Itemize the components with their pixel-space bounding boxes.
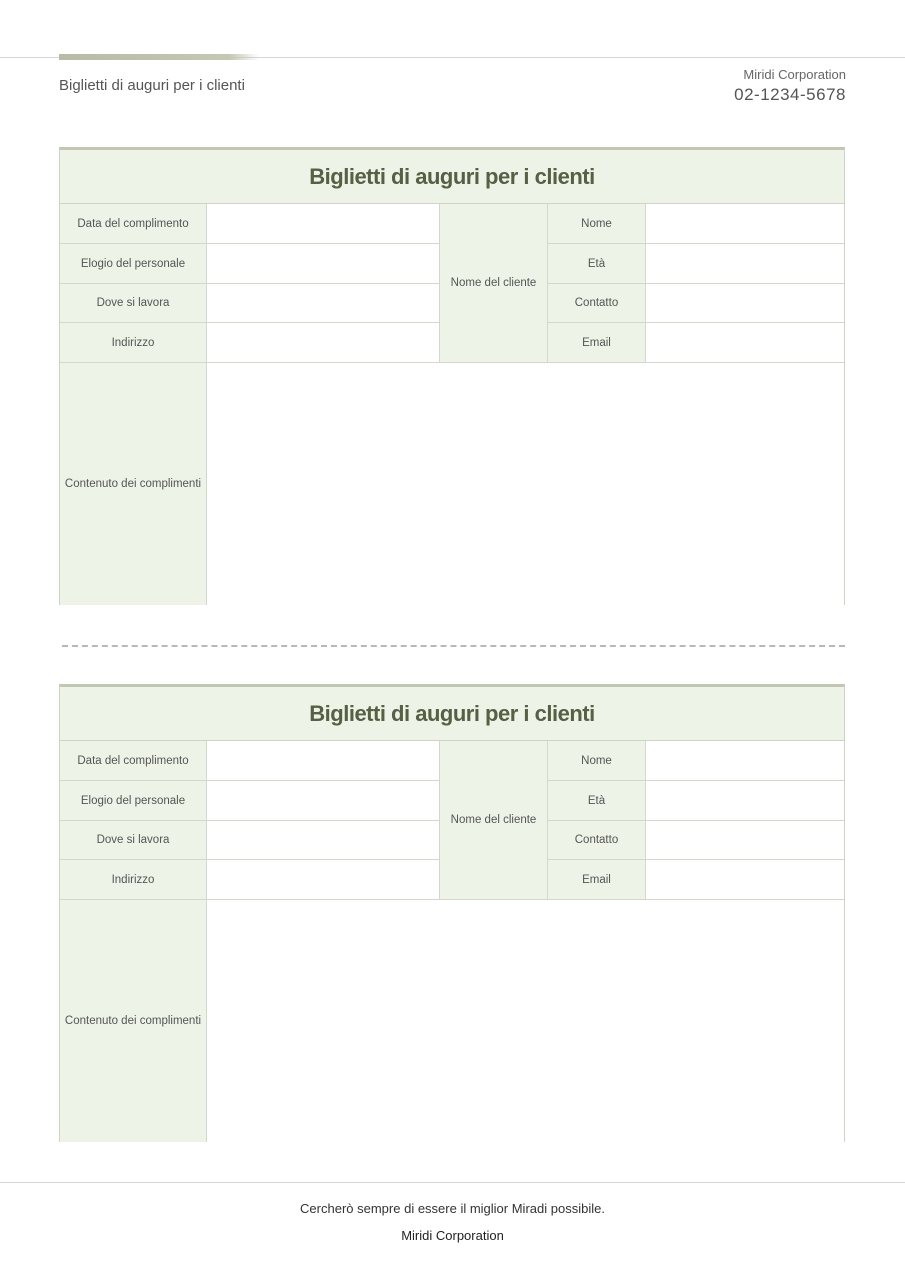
footer-slogan: Cercherò sempre di essere il miglior Miradi possibile. — [300, 1201, 605, 1216]
field-workplace[interactable] — [207, 284, 440, 323]
label-name: Nome — [548, 204, 646, 244]
field-contact[interactable] — [646, 821, 844, 860]
footer-divider — [0, 1182, 905, 1183]
label-address: Indirizzo — [60, 323, 207, 363]
label-compliment-content: Contenuto dei complimenti — [60, 363, 207, 605]
label-age: Età — [548, 244, 646, 284]
greeting-card-1 — [59, 147, 845, 605]
field-contact[interactable] — [646, 284, 844, 323]
field-staff-praise[interactable] — [207, 244, 440, 284]
label-age: Età — [548, 781, 646, 821]
label-compliment-date: Data del complimento — [60, 741, 207, 781]
greeting-card-2 — [59, 684, 845, 1142]
card-title: Biglietti di auguri per i clienti — [60, 687, 844, 741]
label-compliment-content: Contenuto dei complimenti — [60, 900, 207, 1142]
card-title: Biglietti di auguri per i clienti — [60, 150, 844, 204]
label-compliment-date: Data del complimento — [60, 204, 207, 244]
label-staff-praise: Elogio del personale — [60, 781, 207, 821]
label-email: Email — [548, 860, 646, 900]
field-name[interactable] — [646, 204, 844, 244]
label-staff-praise: Elogio del personale — [60, 244, 207, 284]
field-compliment-date[interactable] — [207, 741, 440, 781]
label-contact: Contatto — [548, 821, 646, 860]
header-title: Biglietti di auguri per i clienti — [59, 77, 245, 94]
label-address: Indirizzo — [60, 860, 207, 900]
label-workplace: Dove si lavora — [60, 284, 207, 323]
label-contact: Contatto — [548, 284, 646, 323]
field-address[interactable] — [207, 323, 440, 363]
field-address[interactable] — [207, 860, 440, 900]
footer-company: Miridi Corporation — [401, 1228, 504, 1243]
field-compliment-content[interactable] — [207, 363, 844, 605]
field-compliment-content[interactable] — [207, 900, 844, 1142]
field-compliment-date[interactable] — [207, 204, 440, 244]
field-age[interactable] — [646, 781, 844, 821]
label-workplace: Dove si lavora — [60, 821, 207, 860]
label-name: Nome — [548, 741, 646, 781]
field-workplace[interactable] — [207, 821, 440, 860]
label-customer-name: Nome del cliente — [440, 741, 548, 900]
header-company: Miridi Corporation — [743, 67, 846, 82]
header-phone: 02-1234-5678 — [734, 85, 846, 104]
field-email[interactable] — [646, 860, 844, 900]
field-name[interactable] — [646, 741, 844, 781]
label-email: Email — [548, 323, 646, 363]
label-customer-name: Nome del cliente — [440, 204, 548, 363]
field-email[interactable] — [646, 323, 844, 363]
cut-line — [62, 645, 845, 647]
field-staff-praise[interactable] — [207, 781, 440, 821]
top-accent-bar — [59, 54, 259, 60]
field-age[interactable] — [646, 244, 844, 284]
